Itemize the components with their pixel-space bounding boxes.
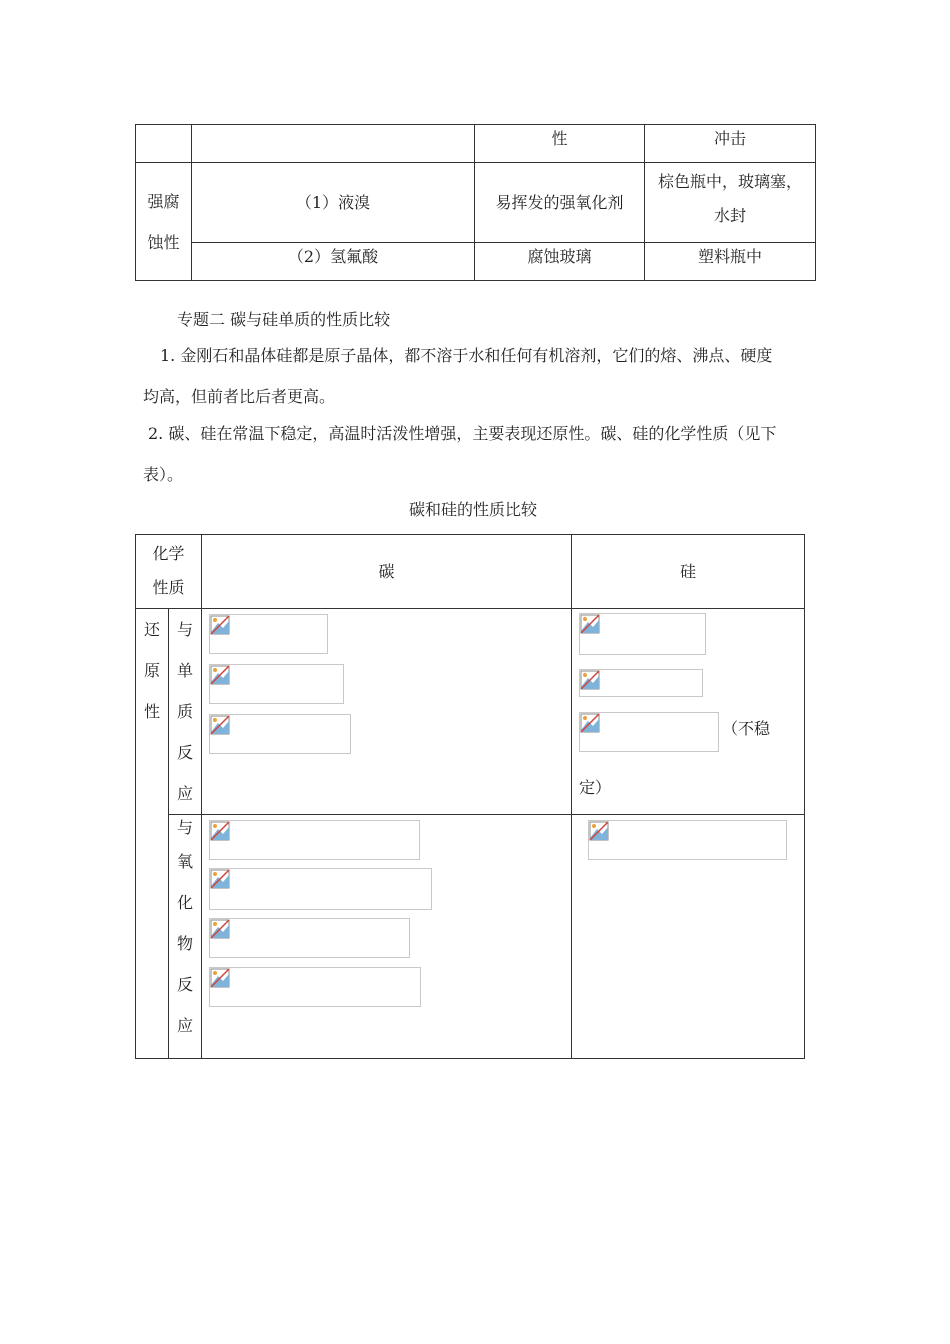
t1-r0-c4: 冲击 [645, 125, 816, 163]
t2-reducibility-label: 还 原 性 [136, 609, 169, 1059]
t2-with-oxides-label: 与 氧 化 物 反 应 [169, 815, 202, 1059]
table-title: 碳和硅的性质比较 [409, 500, 538, 519]
para1-line1: 1. 金刚石和晶体硅都是原子晶体，都不溶于水和任何有机溶剂，它们的熔、沸点、硬度 [160, 346, 773, 365]
t2-header-carbon: 碳 [202, 535, 572, 609]
t1-r0-c1 [136, 125, 192, 163]
broken-image-icon [580, 614, 600, 634]
t2-header-property: 化学 性质 [136, 535, 202, 609]
broken-image-icon [210, 869, 230, 889]
broken-image-icon [210, 615, 230, 635]
section-heading: 专题二 碳与硅单质的性质比较 [177, 310, 391, 329]
equation-image [209, 664, 344, 704]
t1-r0-c3: 性 [475, 125, 645, 163]
t1-liquid-bromine: （1）液溴 [192, 163, 475, 243]
t2-silicon-oxides-cell [572, 815, 805, 1059]
t1-corrosive-label: 强腐 蚀性 [136, 163, 192, 281]
equation-image [209, 868, 432, 910]
broken-image-icon [589, 821, 609, 841]
broken-image-icon [210, 821, 230, 841]
t1-bromine-property: 易挥发的强氧化剂 [475, 163, 645, 243]
t1-bromine-storage: 棕色瓶中，玻璃塞， 水封 [645, 163, 816, 243]
broken-image-icon [210, 919, 230, 939]
t1-hf-property: 腐蚀玻璃 [475, 243, 645, 281]
t2-silicon-elements-cell [572, 609, 805, 815]
t2-header-silicon: 硅 [572, 535, 805, 609]
equation-image [209, 918, 410, 958]
para2-line2: 表）。 [143, 465, 184, 484]
t2-with-elements-label: 与 单 质 反 应 [169, 609, 202, 815]
equation-image [209, 820, 420, 860]
storage-table [135, 124, 816, 281]
t1-r0-c2 [192, 125, 475, 163]
t2-carbon-elements-cell [202, 609, 572, 815]
t1-hf-storage: 塑料瓶中 [645, 243, 816, 281]
equation-image [209, 614, 328, 654]
broken-image-icon [210, 665, 230, 685]
equation-image [579, 613, 706, 655]
broken-image-icon [580, 670, 600, 690]
para1-line2: 均高，但前者比后者更高。 [143, 387, 336, 406]
broken-image-icon [210, 715, 230, 735]
si-note-unstable-1: （不稳 [722, 719, 771, 738]
t2-carbon-oxides-cell [202, 815, 572, 1059]
para2-line1: 2. 碳、硅在常温下稳定，高温时活泼性增强，主要表现还原性。碳、硅的化学性质（见下 [148, 424, 777, 443]
t1-hydrofluoric-acid: （2）氢氟酸 [192, 243, 475, 281]
equation-image [209, 714, 351, 754]
si-note-unstable-2: 定） [579, 778, 612, 797]
broken-image-icon [580, 713, 600, 733]
equation-image [209, 967, 421, 1007]
equation-image [588, 820, 787, 860]
equation-image [579, 669, 703, 697]
carbon-silicon-table [135, 534, 805, 1059]
equation-image [579, 712, 719, 752]
broken-image-icon [210, 968, 230, 988]
